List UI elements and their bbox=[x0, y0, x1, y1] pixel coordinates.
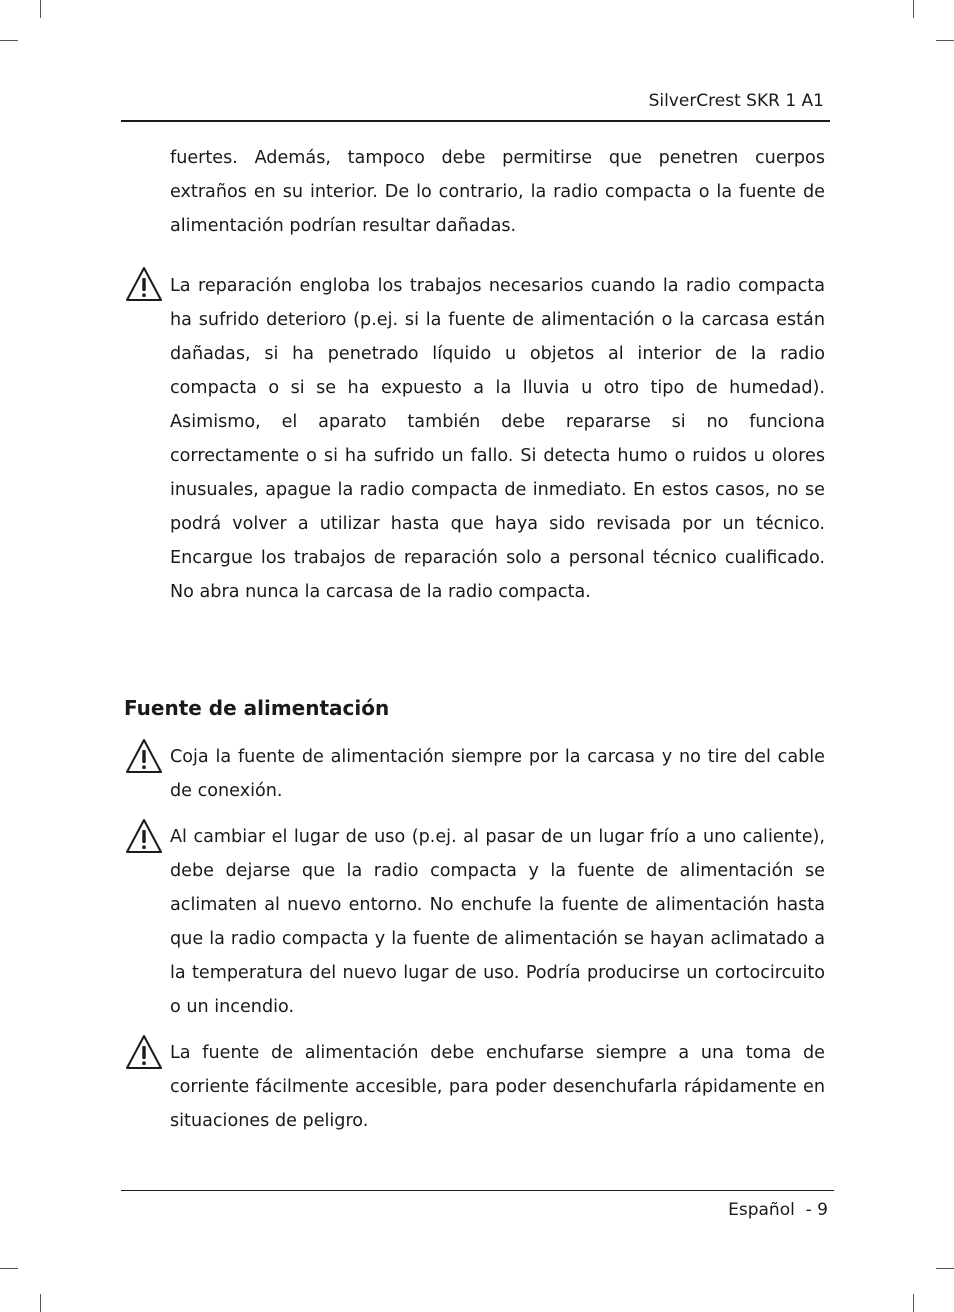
page-number bbox=[728, 1198, 828, 1222]
crop-mark bbox=[0, 40, 18, 41]
crop-mark bbox=[40, 1294, 41, 1312]
crop-mark bbox=[913, 0, 914, 18]
page-label: Español - 9 bbox=[728, 1200, 828, 1220]
power-supply-warning-2: Al cambiar el lugar de uso (p.ej. al pasar de un lugar frío a uno caliente), debe dejarse que la radio compacta y la fuente de alimentación se aclimaten al nuevo entorno. No enchufe la fuente de alimentación hasta que la radio compacta y la fuente de alimentación se hayan aclimatado a la temperatura del nuevo lugar de uso. Podría producirse un cortocircuito o un incendio. bbox=[170, 827, 825, 1017]
power-supply-warning-3: La fuente de alimentación debe enchufarse siempre a una toma de corriente fácilmente accesible, para poder desenchufarla rápidamente en situaciones de peligro. bbox=[170, 1043, 825, 1131]
footer-rule bbox=[121, 1190, 834, 1191]
crop-mark bbox=[913, 1294, 914, 1312]
header-rule bbox=[121, 120, 830, 122]
crop-mark bbox=[936, 40, 954, 41]
warning-triangle-icon bbox=[125, 738, 163, 774]
section-title: Fuente de alimentación bbox=[124, 696, 390, 720]
crop-mark bbox=[936, 1268, 954, 1269]
crop-mark bbox=[40, 0, 41, 18]
warning-triangle-icon bbox=[125, 1034, 163, 1070]
warning-triangle-icon bbox=[125, 266, 163, 302]
power-supply-warning-1: Coja la fuente de alimentación siempre por la carcasa y no tire del cable de conexión. bbox=[170, 747, 825, 801]
intro-paragraph: fuertes. Además, tampoco debe permitirse que penetren cuerpos extraños en su interior. De lo contrario, la radio compacta o la fuente de alimentación podrían resultar dañadas. bbox=[170, 148, 825, 236]
crop-mark bbox=[0, 1268, 18, 1269]
running-header: SilverCrest SKR 1 A1 bbox=[648, 91, 824, 111]
repair-warning-paragraph: La reparación engloba los trabajos necesarios cuando la radio compacta ha sufrido deterioro (p.ej. si la fuente de alimentación o la carcasa están dañadas, si ha penetrado líquido u objetos al interior de la radio compacta o si se ha expuesto a la lluvia u otro tipo de humedad). Asimismo, el aparato también debe repararse si no funciona correctamente o si ha sufrido un fallo. Si detecta humo o ruidos u olores inusuales, apague la radio compacta de inmediato. En estos casos, no se podrá volver a utilizar hasta que haya sido revisada por un técnico. Encargue los trabajos de reparación solo a personal técnico cualificado. No abra nunca la carcasa de la radio compacta. bbox=[170, 276, 825, 602]
warning-triangle-icon bbox=[125, 818, 163, 854]
